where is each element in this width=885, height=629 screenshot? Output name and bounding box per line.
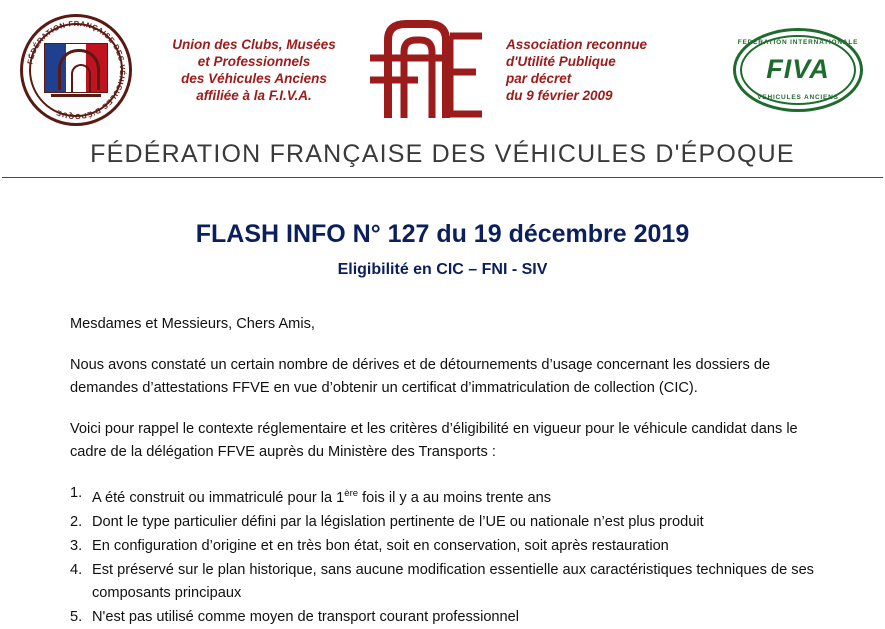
- document-body: [70, 313, 815, 629]
- header-left-line-4: affiliée à la F.I.V.A.: [196, 88, 312, 103]
- fiva-top-arc-text: FEDERATION INTERNATIONALE: [737, 39, 859, 46]
- paragraph-1: Nous avons constaté un certain nombre de dérives et de détournements d’usage concernant les dossiers de demandes d’attestations FFVE en vue d’obtenir un certificat d’immatriculation de collection (CIC).: [70, 357, 771, 396]
- list-item-text: A été construit ou immatriculé pour la 1: [92, 489, 345, 506]
- logo-circular-text: [20, 14, 132, 126]
- header-left-line-2: et Professionnels: [197, 54, 311, 69]
- header-right-text: [506, 36, 676, 104]
- list-item: [70, 535, 815, 558]
- salutation: Mesdames et Messieurs, Chers Amis,: [70, 316, 315, 332]
- fiva-bottom-arc-text: VEHICULES ANCIENS: [757, 94, 839, 101]
- ffve-round-logo: [20, 14, 132, 126]
- letterhead: [0, 0, 885, 140]
- header-left-line-3: des Véhicules Anciens: [181, 71, 327, 86]
- header-right-line-4: du 9 février 2009: [506, 88, 613, 103]
- fiva-wordmark: FIVA: [766, 53, 830, 84]
- list-item-text: Dont le type particulier défini par la législation pertinente de l’UE ou nationale n’est plus produit: [92, 513, 704, 530]
- header-divider: [2, 177, 883, 178]
- list-item-number: 2.: [70, 513, 83, 530]
- header-right-line-1: Association reconnue: [506, 37, 648, 52]
- ffve-monogram-logo: [358, 18, 488, 122]
- paragraph-2: Voici pour rappel le contexte réglementaire et les critères d’éligibilité en vigueur pour le véhicule candidat dans le cadre de la délégation FFVE auprès du Ministère des Transports :: [70, 421, 798, 460]
- list-item: [70, 606, 815, 629]
- list-item: [70, 482, 815, 510]
- list-item-text-after: fois il y a au moins trente ans: [358, 489, 552, 506]
- criteria-list: [70, 482, 815, 629]
- document-title: FLASH INFO N° 127 du 19 décembre 2019: [195, 220, 690, 248]
- list-item: [70, 511, 815, 534]
- svg-text:FÉDÉRATION FRANÇAISE DES VÉHIC: FÉDÉRATION FRANÇAISE DES VÉHICULES D'ÉPOQUE: [25, 18, 128, 122]
- list-item-number: 4.: [70, 561, 83, 578]
- document-subtitle: Eligibilité en CIC – FNI - SIV: [337, 261, 548, 278]
- list-item-text: N'est pas utilisé comme moyen de transport courant professionnel: [92, 608, 520, 625]
- list-item-text: En configuration d’origine et en très bon état, soit en conservation, soit après restauration: [92, 537, 669, 554]
- list-item-text: Est préservé sur le plan historique, sans aucune modification essentielle aux caractéristiques techniques de ses composants principaux: [92, 561, 814, 601]
- header-right-line-3: par décret: [506, 71, 572, 86]
- list-item-sup: ère: [344, 488, 359, 499]
- fiva-logo: [733, 28, 863, 112]
- list-item-number: 3.: [70, 537, 83, 554]
- list-item: [70, 559, 815, 605]
- header-right-line-2: d'Utilité Publique: [506, 54, 616, 69]
- federation-title: FÉDÉRATION FRANÇAISE DES VÉHICULES D'ÉPOQUE: [90, 140, 795, 168]
- header-left-text: [156, 36, 352, 104]
- header-left-line-1: Union des Clubs, Musées: [172, 37, 336, 52]
- list-item-number: 1.: [70, 485, 83, 501]
- list-item-number: 5.: [70, 608, 83, 625]
